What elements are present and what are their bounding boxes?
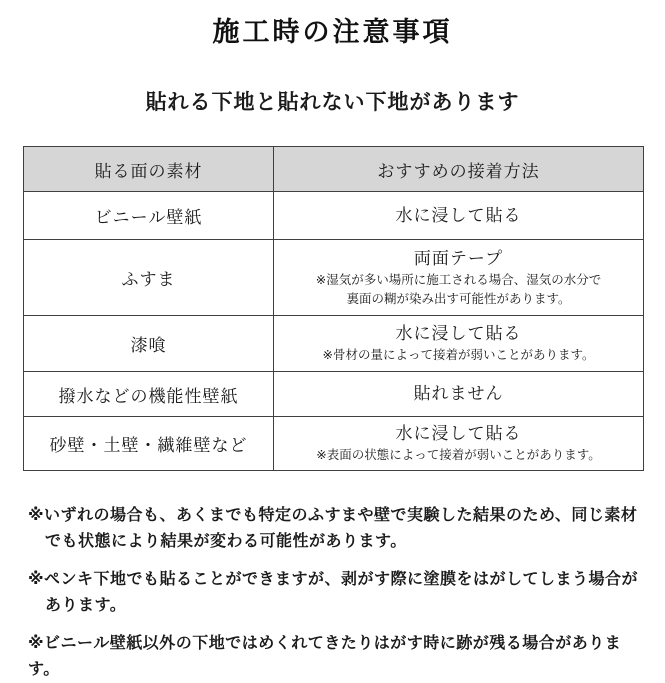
method-text: 水に浸して貼る bbox=[395, 324, 522, 343]
footer-note-line: でも状態により結果が変わる可能性があります。 bbox=[45, 533, 407, 550]
table-row-vinyl-wallpaper bbox=[24, 192, 644, 240]
table-row-fusuma bbox=[24, 240, 644, 316]
material-cell: 砂壁・土壁・繊維壁など bbox=[24, 417, 274, 471]
table-header-row bbox=[24, 147, 644, 192]
method-note-line: ※骨材の量によって接着が弱いことがあります。 bbox=[322, 348, 595, 362]
method-cell bbox=[274, 192, 644, 240]
method-text: 両面テープ bbox=[413, 248, 504, 268]
footer-note-general bbox=[28, 503, 647, 555]
method-note-line: 裏面の糊が染み出す可能性があります。 bbox=[346, 291, 571, 306]
method-text: 水に浸して貼る bbox=[395, 424, 522, 443]
method-note-line: ※表面の状態によって接着が弱いことがあります。 bbox=[316, 448, 601, 462]
table-row-plaster bbox=[24, 316, 644, 372]
method-cell bbox=[274, 316, 644, 372]
footer-note-line: ※ペンキ下地でも貼ることができますが、剥がす際に塗膜をはがしてしまう場合が bbox=[28, 571, 639, 588]
method-text: 貼れません bbox=[413, 384, 504, 403]
footer-note-line: ※いずれの場合も、あくまでも特定のふすまや壁で実験した結果のため、同じ素材 bbox=[28, 507, 638, 524]
material-cell: ふすま bbox=[24, 240, 274, 316]
method-note bbox=[280, 446, 637, 465]
page-title: 施工時の注意事項 bbox=[212, 17, 453, 47]
column-header-material: 貼る面の素材 bbox=[24, 147, 274, 192]
material-cell: 漆喰 bbox=[24, 316, 274, 372]
page-subtitle: 貼れる下地と貼れない下地があります bbox=[145, 91, 520, 114]
adhesion-method-table bbox=[23, 146, 644, 471]
table-row-sand-wall bbox=[24, 417, 644, 471]
method-cell bbox=[274, 417, 644, 471]
footer-note-line: ※ビニール壁紙以外の下地ではめくれてきたりはがす時に跡が残る場合があります。 bbox=[28, 635, 622, 678]
method-note bbox=[280, 271, 637, 309]
method-note-line: ※湿気が多い場所に施工される場合、湿気の水分で bbox=[315, 272, 602, 287]
material-cell: ビニール壁紙 bbox=[24, 192, 274, 240]
material-cell: 撥水などの機能性壁紙 bbox=[24, 372, 274, 417]
footer-notes bbox=[28, 503, 647, 683]
column-header-method: おすすめの接着方法 bbox=[274, 147, 644, 192]
method-cell bbox=[274, 372, 644, 417]
method-text: 水に浸して貼る bbox=[395, 205, 522, 225]
method-cell bbox=[274, 240, 644, 316]
footer-note-line: あります。 bbox=[45, 597, 127, 614]
footer-note-non-vinyl bbox=[28, 631, 647, 683]
table-row-functional-wallpaper bbox=[24, 372, 644, 417]
method-note bbox=[280, 346, 637, 365]
footer-note-paint bbox=[28, 567, 647, 619]
